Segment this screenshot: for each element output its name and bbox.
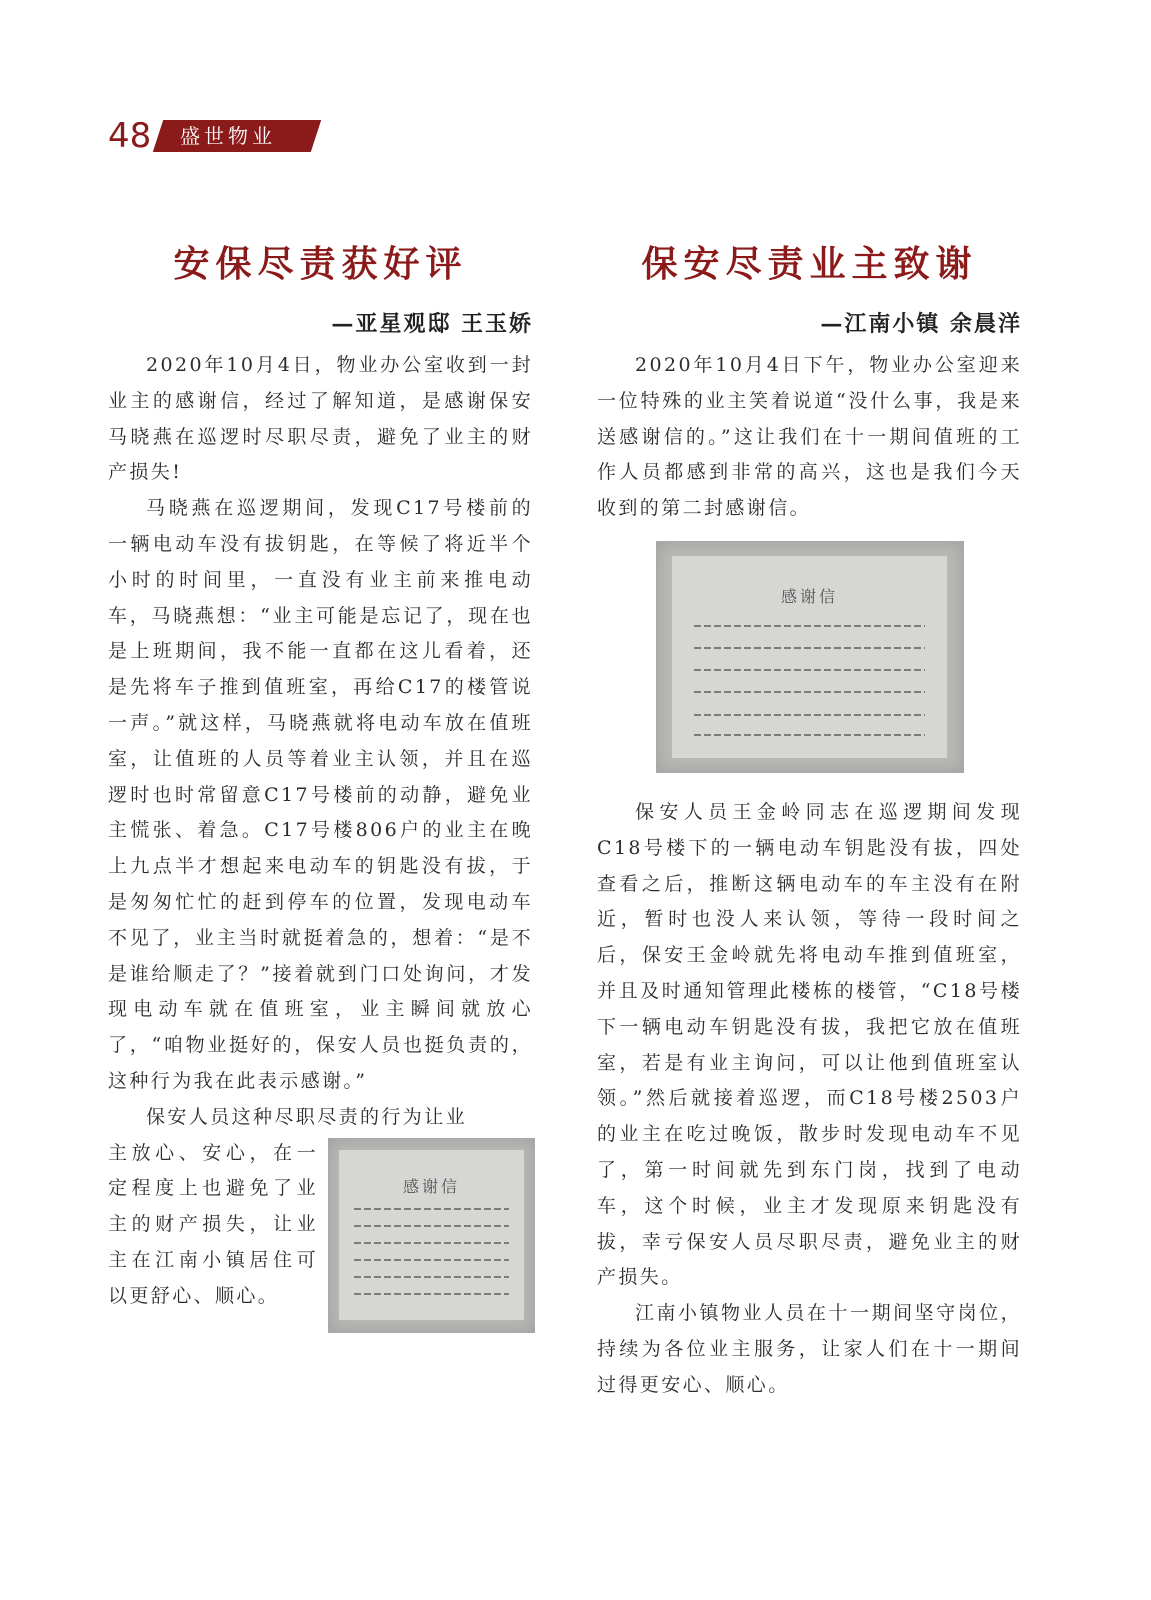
thank-you-letter-photo bbox=[656, 541, 964, 773]
article-paragraph: 江南小镇物业人员在十一期间坚守岗位，持续为各位业主服务，让家人们在十一期间过得更安心、顺心。 bbox=[597, 1302, 1022, 1396]
handwriting-line bbox=[694, 647, 925, 649]
letter-paper bbox=[339, 1150, 524, 1320]
section-label: 盛世物业 bbox=[180, 124, 276, 148]
letter-paper bbox=[672, 556, 947, 758]
article-paragraph: 2020年10月4日，物业办公室收到一封业主的感谢信，经过了解知道，是感谢保安马晓燕在巡逻时尽职尽责，避免了业主的财产损失! bbox=[108, 354, 533, 484]
article-byline: —亚星观邸 王玉娇 bbox=[331, 311, 533, 337]
article-paragraph: 保安人员王金岭同志在巡逻期间发现C18号楼下的一辆电动车钥匙没有拔，四处查看之后，推断这辆电动车的车主没有在附近，暂时也没人来认领，等待一段时间之后，保安王金岭就先将电动车推到值班室，并且及时通知管理此楼栋的楼管，“C18号楼下一辆电动车钥匙没有拔，我把它放在值班室，若是有业主询问，可以让他到值班室认领。”然后就接着巡逻，而C18号楼2503户的业主在吃过晚饭，散步时发现电动车不见了，第一时间就先到东门岗，找到了电动车，这个时候，业主才发现原来钥匙没有拔，幸亏保安人员尽职尽责，避免业主的财产损失。 bbox=[597, 800, 1022, 1289]
letter-title: 感谢信 bbox=[402, 1176, 460, 1196]
handwriting-line bbox=[354, 1276, 509, 1278]
page-header bbox=[108, 116, 328, 156]
handwriting-line bbox=[694, 625, 925, 627]
handwriting-line bbox=[694, 669, 925, 671]
handwriting-line bbox=[694, 714, 925, 716]
handwriting-line bbox=[354, 1225, 509, 1227]
article-title: 安保尽责获好评 bbox=[173, 243, 468, 285]
article-byline: —江南小镇 余晨洋 bbox=[820, 311, 1022, 337]
handwriting-line bbox=[694, 734, 925, 736]
article-paragraph: 保安人员这种尽职尽责的行为让业 bbox=[146, 1105, 468, 1128]
article-right bbox=[597, 240, 1022, 1404]
handwriting-line bbox=[694, 691, 925, 693]
wrap-block bbox=[108, 1136, 533, 1346]
article-left bbox=[108, 240, 533, 1346]
thank-you-letter-photo bbox=[328, 1138, 535, 1333]
handwriting-line bbox=[354, 1259, 509, 1261]
article-paragraph-wrapped: 主放心、安心，在一定程度上也避免了业主的财产损失，让业主在江南小镇居住可以更舒心、顺心。 bbox=[108, 1141, 318, 1307]
article-paragraph: 2020年10月4日下午，物业办公室迎来一位特殊的业主笑着说道“没什么事，我是来送感谢信的。”这让我们在十一期间值班的工作人员都感到非常的高兴，这也是我们今天收到的第二封感谢信。 bbox=[597, 354, 1022, 520]
page-number: 48 bbox=[108, 116, 152, 156]
handwriting-line bbox=[354, 1208, 509, 1210]
letter-title: 感谢信 bbox=[780, 587, 838, 607]
article-paragraph: 马晓燕在巡逻期间，发现C17号楼前的一辆电动车没有拔钥匙，在等候了将近半个小时的时间里，一直没有业主前来推电动车，马晓燕想：“业主可能是忘记了，现在也是上班期间，我不能一直都在这儿看着，还是先将车子推到值班室，再给C17的楼管说一声。”就这样，马晓燕就将电动车放在值班室，让值班的人员等着业主认领，并且在巡逻时也时常留意C17号楼前的动静，避免业主慌张、着急。C17号楼806户的业主在晚上九点半才想起来电动车的钥匙没有拔，于是匆匆忙忙的赶到停车的位置，发现电动车不见了，业主当时就挺着急的，想着：“是不是谁给顺走了？”接着就到门口处询问，才发现电动车就在值班室，业主瞬间就放心了，“咱物业挺好的，保安人员也挺负责的，这种行为我在此表示感谢。” bbox=[108, 497, 533, 1092]
article-title: 保安尽责业主致谢 bbox=[641, 243, 978, 285]
handwriting-line bbox=[354, 1242, 509, 1244]
handwriting-line bbox=[354, 1293, 509, 1295]
